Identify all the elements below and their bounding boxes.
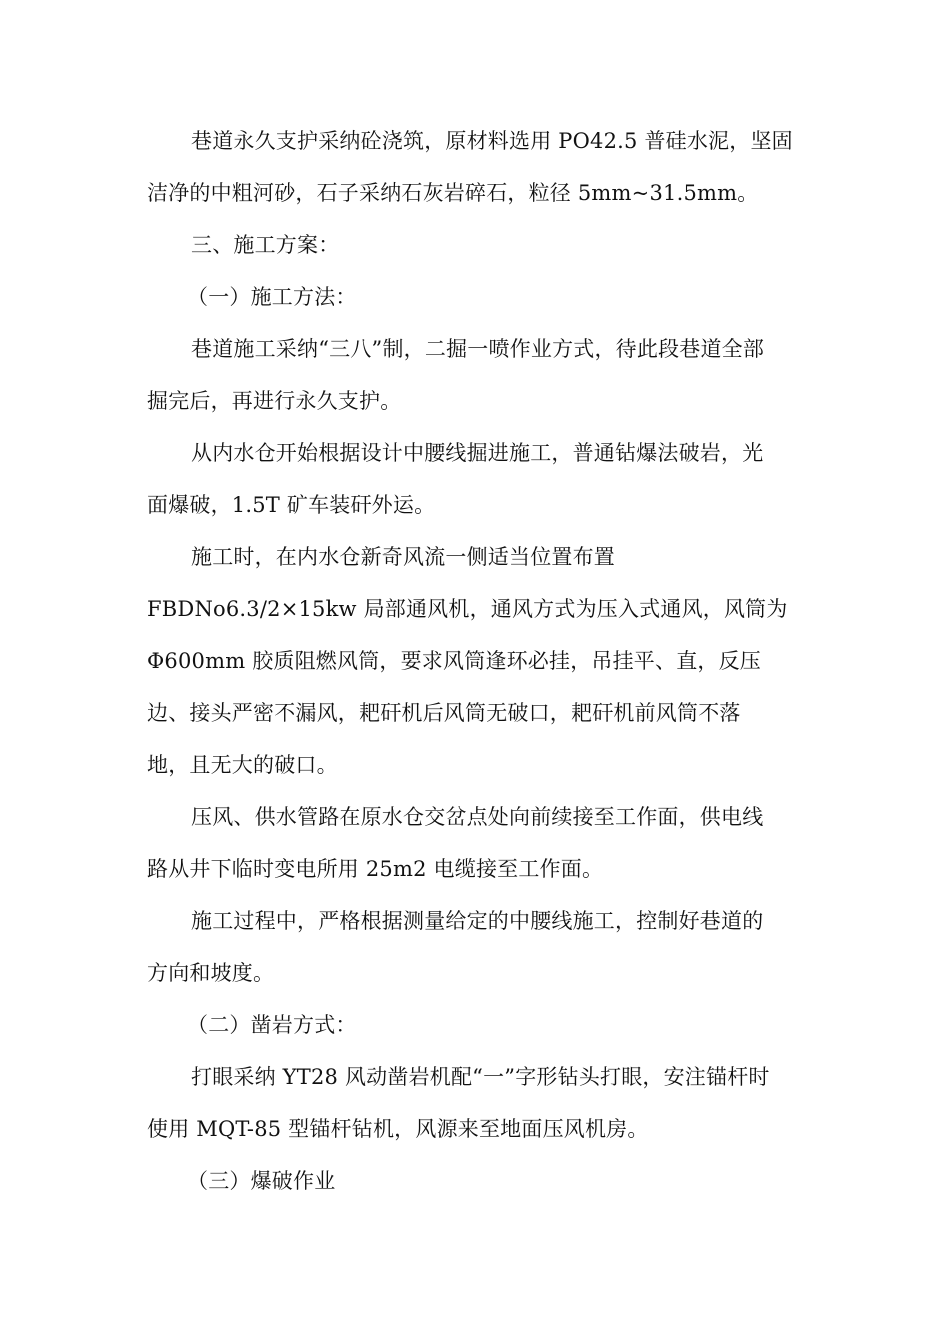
text-line: 使用 MQT-85 型锚杆钻机，风源来至地面压风机房。 [147,1117,649,1141]
text-line: 从内水仓开始根据设计中腰线掘进施工，普通钻爆法破岩，光 [191,441,764,465]
text-line: 掘完后，再进行永久支护。 [147,389,402,413]
text-line: 巷道永久支护采纳砼浇筑，原材料选用 PO42.5 普硅水泥，坚固 [191,129,793,153]
text-line: 方向和坡度。 [147,961,275,985]
text-line: 路从井下临时变电所用 25m2 电缆接至工作面。 [147,857,604,881]
text-line: 面爆破，1.5T 矿车装矸外运。 [147,493,436,517]
text-line: 压风、供水管路在原水仓交岔点处向前续接至工作面，供电线 [191,805,764,829]
text-line: 打眼采纳 YT28 风动凿岩机配“一”字形钻头打眼，安注锚杆时 [191,1065,770,1089]
subsection-heading: （一）施工方法： [187,285,357,309]
document-body [147,115,807,1207]
text-line: 地，且无大的破口。 [147,753,338,777]
subsection-heading: （三）爆破作业 [187,1169,336,1193]
text-line: 施工时，在内水仓新奇风流一侧适当位置布置 [191,545,615,569]
text-line: 施工过程中，严格根据测量给定的中腰线施工，控制好巷道的 [191,909,764,933]
text-line: 洁净的中粗河砂，石子采纳石灰岩碎石，粒径 5mm~31.5mm。 [147,181,759,205]
section-heading: 三、施工方案： [191,233,340,257]
text-line: Φ600mm 胶质阻燃风筒，要求风筒逢环必挂，吊挂平、直，反压 [147,649,761,673]
subsection-heading: （二）凿岩方式： [187,1013,357,1037]
text-line: 巷道施工采纳“三八”制，二掘一喷作业方式，待此段巷道全部 [191,337,765,361]
text-line: FBDNo6.3/2×15kw 局部通风机，通风方式为压入式通风，风筒为 [147,597,788,621]
text-line: 边、接头严密不漏风，耙矸机后风筒无破口，耙矸机前风筒不落 [147,701,741,725]
